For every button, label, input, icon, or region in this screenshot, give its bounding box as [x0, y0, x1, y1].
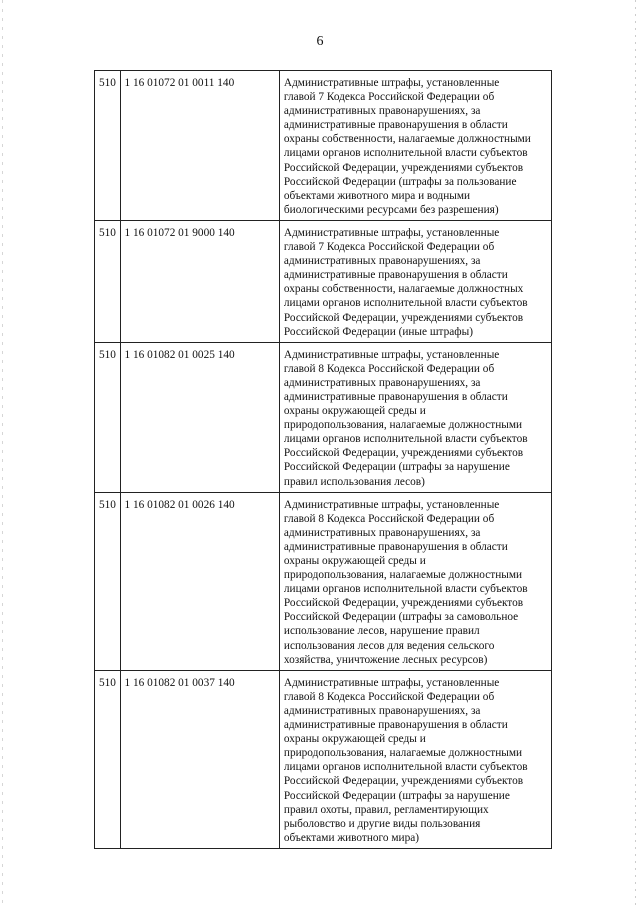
description-line: использования лесов для ведения сельского	[283, 639, 495, 652]
description-text	[284, 76, 547, 217]
description-line: административные правонарушения в области	[283, 719, 508, 732]
description-line: главой 8 Кодекса Российской Федерации об	[283, 362, 495, 375]
table-row	[95, 220, 552, 342]
description-cell	[279, 71, 551, 221]
description-line: Административные штрафы, установленные	[283, 676, 500, 689]
description-line: главой 8 Кодекса Российской Федерации об	[283, 690, 495, 703]
description-line: административные правонарушения в области	[283, 269, 508, 282]
table-row	[95, 492, 552, 670]
description-line: объектами животного мира)	[283, 831, 420, 844]
description-cell	[279, 492, 551, 670]
description-line: правил охоты, правил, регламентирующих	[283, 803, 489, 816]
description-line: лицами органов исполнительной власти субъектов	[283, 433, 528, 446]
description-line: административных правонарушениях, за	[283, 255, 481, 268]
description-line: Российской Федерации, учреждениями субъектов	[283, 597, 524, 610]
description-line: Административные штрафы, установленные	[283, 226, 500, 239]
description-line: Российской Федерации (штрафы за пользование	[283, 175, 517, 188]
budget-classification-code-cell: 1 16 01082 01 0025 140	[120, 342, 279, 492]
description-line: главой 7 Кодекса Российской Федерации об	[283, 241, 495, 254]
description-line: Российской Федерации (штрафы за самовольное	[283, 611, 519, 624]
table-row	[95, 670, 552, 848]
admin-code-cell: 510	[95, 670, 121, 848]
description-line: лицами органов исполнительной власти субъектов	[283, 147, 528, 160]
description-line: природопользования, налагаемые должностными	[283, 569, 523, 582]
description-line: административных правонарушениях, за	[283, 526, 481, 539]
page-number: 6	[316, 34, 324, 49]
description-line: административных правонарушениях, за	[283, 376, 481, 389]
scan-edge-left	[2, 0, 3, 905]
description-line: административных правонарушениях, за	[283, 105, 481, 118]
description-line: Российской Федерации, учреждениями субъектов	[283, 311, 524, 324]
revenue-codes-table	[94, 70, 552, 849]
table-row	[95, 342, 552, 492]
budget-classification-code-cell: 1 16 01072 01 0011 140	[120, 71, 279, 221]
admin-code-cell: 510	[95, 342, 121, 492]
description-text	[284, 498, 547, 667]
description-line: Российской Федерации (штрафы за нарушение	[283, 789, 510, 802]
description-line: Российской Федерации, учреждениями субъектов	[283, 775, 524, 788]
description-line: Российской Федерации (штрафы за нарушение	[283, 461, 510, 474]
description-cell	[279, 670, 551, 848]
budget-classification-code-cell: 1 16 01072 01 9000 140	[120, 220, 279, 342]
budget-classification-code-cell: 1 16 01082 01 0026 140	[120, 492, 279, 670]
description-line: охраны окружающей среды и	[283, 733, 426, 746]
admin-code-cell: 510	[95, 492, 121, 670]
scan-edge-right	[635, 0, 636, 905]
description-line: лицами органов исполнительной власти субъектов	[283, 761, 528, 774]
description-line: охраны собственности, налагаемые должностных	[283, 283, 524, 296]
description-line: природопользования, налагаемые должностными	[283, 419, 523, 432]
admin-code-cell: 510	[95, 220, 121, 342]
description-line: административных правонарушениях, за	[283, 704, 481, 717]
admin-code-cell: 510	[95, 71, 121, 221]
description-line: объектами животного мира и водными	[283, 189, 471, 202]
description-text	[284, 226, 547, 339]
description-line: Административные штрафы, установленные	[283, 498, 500, 511]
description-line: охраны окружающей среды и	[283, 405, 426, 418]
description-line: Российской Федерации, учреждениями субъектов	[283, 161, 524, 174]
description-line: хозяйства, уничтожение лесных ресурсов)	[283, 653, 488, 666]
description-line: главой 7 Кодекса Российской Федерации об	[283, 91, 495, 104]
description-text	[284, 348, 547, 489]
description-line: административные правонарушения в области	[283, 540, 508, 553]
description-line: правил использования лесов)	[283, 475, 425, 488]
description-line: использование лесов, нарушение правил	[283, 625, 480, 638]
description-line: рыболовство и другие виды пользования	[283, 817, 481, 830]
table-row	[95, 71, 552, 221]
description-line: Административные штрафы, установленные	[283, 77, 500, 89]
description-line: административные правонарушения в области	[283, 390, 508, 403]
table-body	[95, 71, 552, 849]
description-line: Административные штрафы, установленные	[283, 348, 500, 361]
description-line: главой 8 Кодекса Российской Федерации об	[283, 512, 495, 525]
description-line: охраны собственности, налагаемые должностными	[283, 133, 531, 146]
description-cell	[279, 220, 551, 342]
description-line: охраны окружающей среды и	[283, 555, 426, 567]
description-line: биологическими ресурсами без разрешения)	[283, 203, 499, 216]
description-line: природопользования, налагаемые должностными	[283, 747, 523, 760]
description-line: административные правонарушения в области	[283, 119, 508, 132]
description-line: лицами органов исполнительной власти субъектов	[283, 297, 528, 310]
description-text	[284, 676, 547, 845]
description-line: лицами органов исполнительной власти субъектов	[283, 583, 528, 596]
description-line: Российской Федерации (иные штрафы)	[283, 325, 473, 338]
description-line: Российской Федерации, учреждениями субъектов	[283, 447, 524, 460]
description-cell	[279, 342, 551, 492]
budget-classification-code-cell: 1 16 01082 01 0037 140	[120, 670, 279, 848]
